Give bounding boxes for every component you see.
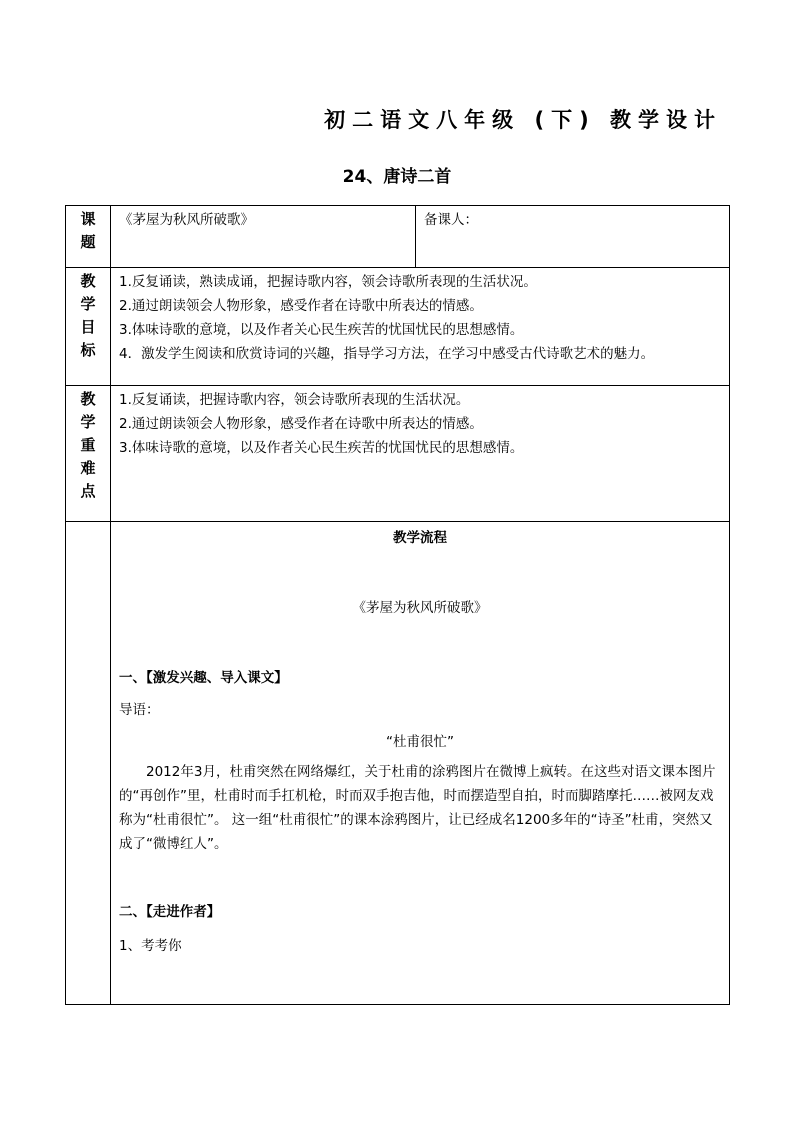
lesson-plan-table: [65, 205, 730, 1005]
key-label-char: 重: [80, 436, 96, 454]
key-point-item: 2.通过朗读领会人物形象，感受作者在诗歌中所表达的情感。: [119, 416, 483, 432]
key-points-content: [111, 386, 730, 522]
goal-item: 3.体味诗歌的意境，以及作者关心民生疾苦的忧国忧民的思想感情。: [119, 322, 524, 338]
goals-label-char: 目: [80, 318, 96, 336]
key-label-char: 难: [80, 459, 96, 477]
quote-title: “杜甫很忙”: [386, 734, 454, 750]
teaching-flow-row: [66, 522, 730, 1005]
key-label-char: 点: [80, 482, 96, 500]
goal-item: 2.通过朗读领会人物形象，感受作者在诗歌中所表达的情感。: [119, 298, 483, 314]
key-point-item: 1.反复诵读，把握诗歌内容，领会诗歌所表现的生活状况。: [119, 392, 470, 408]
key-label-char: 学: [80, 413, 96, 431]
flow-label-empty: [66, 522, 111, 1005]
key-point-item: 3.体味诗歌的意境，以及作者关心民生疾苦的忧国忧民的思想感情。: [119, 440, 524, 456]
goal-item: 1.反复诵读，熟读成诵，把握诗歌内容，领会诗歌所表现的生活状况。: [119, 274, 537, 290]
goals-label-char: 标: [80, 341, 96, 359]
quiz-item: 1、考考你: [119, 938, 182, 954]
topic-row: [66, 206, 730, 268]
preparer-field: 备课人：: [416, 206, 730, 268]
key-label-char: 教: [80, 390, 96, 408]
goals-label-char: 学: [80, 295, 96, 313]
topic-label: [66, 206, 111, 268]
key-points-row: [66, 386, 730, 522]
section-2-heading: 二、【走进作者】: [119, 904, 221, 920]
goals-label-char: 教: [80, 272, 96, 290]
topic-label-char: 题: [80, 233, 96, 251]
section-1-heading: 一、【激发兴趣、导入课文】: [119, 670, 288, 686]
goals-content: [111, 268, 730, 386]
goals-label: [66, 268, 111, 386]
flow-heading: 教学流程: [393, 530, 447, 546]
document-title: 初二语文八年级 (下) 教学设计: [324, 108, 722, 132]
goals-row: [66, 268, 730, 386]
topic-value: 《茅屋为秋风所破歌》: [111, 206, 416, 268]
goal-item: 4．激发学生阅读和欣赏诗词的兴趣，指导学习方法，在学习中感受古代诗歌艺术的魅力。: [119, 346, 655, 362]
teaching-flow-content: [111, 522, 730, 1005]
intro-label: 导语：: [119, 702, 160, 718]
lesson-subtitle: 24、唐诗二首: [342, 167, 452, 187]
intro-paragraph: 2012年3月，杜甫突然在网络爆红，关于杜甫的涂鸦图片在微博上疯转。在这些对语文课本图片的“再创作”里，杜甫时而手扛机枪，时而双手抱吉他，时而摆造型自拍，时而脚踏摩托……被网友戏称为“杜甫很忙”。 这一组“杜甫很忙”的课本涂鸦图片，让已经成名1200多年的“诗圣”杜甫，突然又成了“微博红人”。: [119, 764, 716, 852]
poem-title: 《茅屋为秋风所破歌》: [352, 600, 488, 616]
topic-label-char: 课: [80, 210, 96, 228]
key-points-label: [66, 386, 111, 522]
